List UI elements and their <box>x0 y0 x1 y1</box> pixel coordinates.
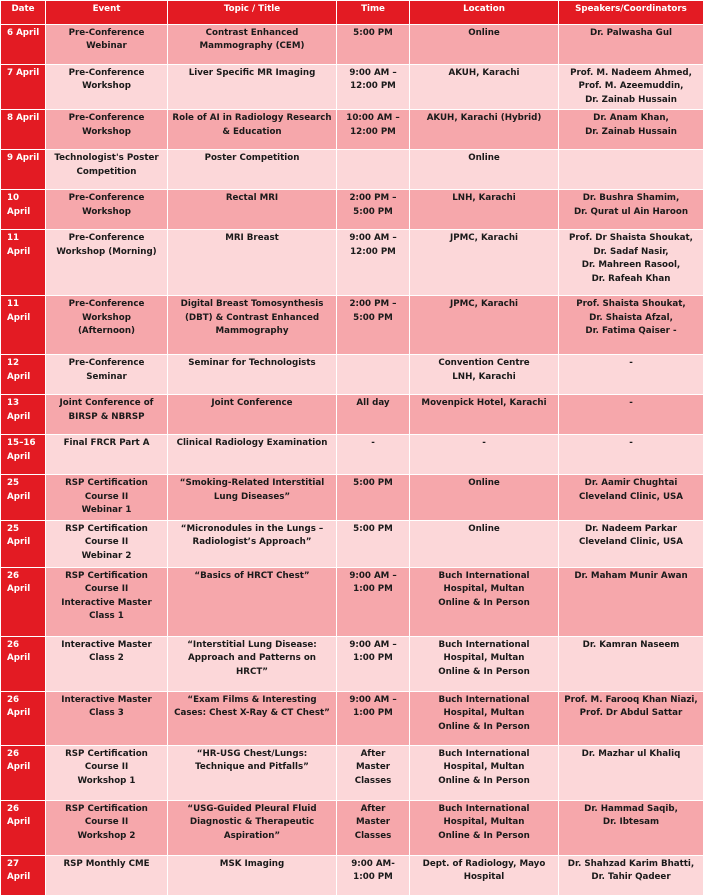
date-cell: 13 April <box>1 395 46 435</box>
event-cell: RSP Monthly CME <box>46 855 168 895</box>
table-row <box>1 567 703 636</box>
topic-cell: “USG-Guided Pleural Fluid Diagnostic & Therapeutic Aspiration” <box>168 800 337 855</box>
speakers-cell: Dr. Bushra Shamim, Dr. Qurat ul Ain Haroon <box>559 190 703 230</box>
topic-cell: Joint Conference <box>168 395 337 435</box>
location-cell: LNH, Karachi <box>410 190 559 230</box>
event-cell: Pre-Conference Webinar <box>46 25 168 65</box>
table-row <box>1 745 703 800</box>
topic-cell: Contrast Enhanced Mammography (CEM) <box>168 25 337 65</box>
location-cell: Online <box>410 475 559 520</box>
time-cell: 10:00 AM – 12:00 PM <box>337 110 410 150</box>
time-cell: 9:00 AM – 1:00 PM <box>337 691 410 745</box>
topic-cell: Clinical Radiology Examination <box>168 435 337 475</box>
header-date: Date <box>1 1 46 25</box>
header-speakers: Speakers/Coordinators <box>559 1 703 25</box>
topic-cell: “Micronodules in the Lungs – Radiologist’s Approach” <box>168 520 337 567</box>
time-cell: 9:00 AM – 12:00 PM <box>337 65 410 110</box>
location-cell: Online <box>410 150 559 190</box>
table-row <box>1 190 703 230</box>
table-row <box>1 520 703 567</box>
date-cell: 26 April <box>1 745 46 800</box>
event-cell: RSP Certification Course II Workshop 1 <box>46 745 168 800</box>
topic-cell: Liver Specific MR Imaging <box>168 65 337 110</box>
speakers-cell: Prof. Shaista Shoukat, Dr. Shaista Afzal, Dr. Fatima Qaiser - <box>559 296 703 355</box>
time-cell <box>337 150 410 190</box>
location-cell: Convention Centre LNH, Karachi <box>410 355 559 395</box>
speakers-cell: Prof. Dr Shaista Shoukat, Dr. Sadaf Nasir, Dr. Mahreen Rasool, Dr. Rafeah Khan <box>559 230 703 296</box>
event-cell: Technologist's Poster Competition <box>46 150 168 190</box>
speakers-cell: Dr. Nadeem Parkar Cleveland Clinic, USA <box>559 520 703 567</box>
event-cell: Pre-Conference Workshop <box>46 190 168 230</box>
time-cell: 5:00 PM <box>337 520 410 567</box>
event-cell: Joint Conference of BIRSP & NBRSP <box>46 395 168 435</box>
date-cell: 11 April <box>1 296 46 355</box>
date-cell: 25 April <box>1 520 46 567</box>
header-location: Location <box>410 1 559 25</box>
table-row <box>1 355 703 395</box>
speakers-cell: Dr. Shahzad Karim Bhatti, Dr. Tahir Qadeer <box>559 855 703 895</box>
speakers-cell <box>559 150 703 190</box>
time-cell: 2:00 PM – 5:00 PM <box>337 296 410 355</box>
location-cell: Online <box>410 520 559 567</box>
speakers-cell: - <box>559 395 703 435</box>
date-cell: 8 April <box>1 110 46 150</box>
topic-cell: “Basics of HRCT Chest” <box>168 567 337 636</box>
table-row <box>1 475 703 520</box>
table-row <box>1 230 703 296</box>
speakers-cell: Prof. M. Farooq Khan Niazi, Prof. Dr Abdul Sattar <box>559 691 703 745</box>
header-event: Event <box>46 1 168 25</box>
event-cell: RSP Certification Course II Webinar 1 <box>46 475 168 520</box>
table-row <box>1 855 703 895</box>
topic-cell: MSK Imaging <box>168 855 337 895</box>
schedule-body <box>1 25 703 896</box>
event-cell: Interactive Master Class 2 <box>46 636 168 691</box>
time-cell: 9:00 AM- 1:00 PM <box>337 855 410 895</box>
speakers-cell: Dr. Hammad Saqib, Dr. Ibtesam <box>559 800 703 855</box>
table-row <box>1 65 703 110</box>
date-cell: 9 April <box>1 150 46 190</box>
location-cell: Buch International Hospital, Multan Online & In Person <box>410 567 559 636</box>
date-cell: 26 April <box>1 800 46 855</box>
speakers-cell: Prof. M. Nadeem Ahmed, Prof. M. Azeemuddin, Dr. Zainab Hussain <box>559 65 703 110</box>
date-cell: 27 April <box>1 855 46 895</box>
location-cell: Buch International Hospital, Multan Online & In Person <box>410 636 559 691</box>
date-cell: 12 April <box>1 355 46 395</box>
table-row <box>1 395 703 435</box>
header-topic: Topic / Title <box>168 1 337 25</box>
topic-cell: Role of AI in Radiology Research & Education <box>168 110 337 150</box>
table-row <box>1 110 703 150</box>
speakers-cell: Dr. Mazhar ul Khaliq <box>559 745 703 800</box>
location-cell: Movenpick Hotel, Karachi <box>410 395 559 435</box>
speakers-cell: Dr. Palwasha Gul <box>559 25 703 65</box>
table-row <box>1 636 703 691</box>
speakers-cell: Dr. Anam Khan, Dr. Zainab Hussain <box>559 110 703 150</box>
location-cell: - <box>410 435 559 475</box>
date-cell: 11 April <box>1 230 46 296</box>
topic-cell: Rectal MRI <box>168 190 337 230</box>
time-cell: All day <box>337 395 410 435</box>
date-cell: 7 April <box>1 65 46 110</box>
event-cell: RSP Certification Course II Interactive Master Class 1 <box>46 567 168 636</box>
topic-cell: Seminar for Technologists <box>168 355 337 395</box>
table-row <box>1 25 703 65</box>
table-row <box>1 800 703 855</box>
topic-cell: MRI Breast <box>168 230 337 296</box>
event-cell: Pre-Conference Workshop <box>46 110 168 150</box>
location-cell: JPMC, Karachi <box>410 230 559 296</box>
speakers-cell: Dr. Kamran Naseem <box>559 636 703 691</box>
time-cell: 5:00 PM <box>337 475 410 520</box>
topic-cell: Poster Competition <box>168 150 337 190</box>
event-cell: Interactive Master Class 3 <box>46 691 168 745</box>
topic-cell: “Smoking-Related Interstitial Lung Diseases” <box>168 475 337 520</box>
date-cell: 10 April <box>1 190 46 230</box>
time-cell <box>337 355 410 395</box>
location-cell: Buch International Hospital, Multan Online & In Person <box>410 800 559 855</box>
date-cell: 26 April <box>1 567 46 636</box>
topic-cell: Digital Breast Tomosynthesis (DBT) & Contrast Enhanced Mammography <box>168 296 337 355</box>
speakers-cell: Dr. Aamir Chughtai Cleveland Clinic, USA <box>559 475 703 520</box>
date-cell: 26 April <box>1 691 46 745</box>
table-row <box>1 691 703 745</box>
time-cell: After Master Classes <box>337 745 410 800</box>
location-cell: Dept. of Radiology, Mayo Hospital <box>410 855 559 895</box>
topic-cell: “Exam Films & Interesting Cases: Chest X-Ray & CT Chest” <box>168 691 337 745</box>
header-time: Time <box>337 1 410 25</box>
time-cell: 9:00 AM – 12:00 PM <box>337 230 410 296</box>
topic-cell: “Interstitial Lung Disease: Approach and Patterns on HRCT” <box>168 636 337 691</box>
date-cell: 15–16 April <box>1 435 46 475</box>
event-cell: Pre-Conference Workshop (Afternoon) <box>46 296 168 355</box>
event-cell: Pre-Conference Workshop (Morning) <box>46 230 168 296</box>
header-row <box>1 1 703 25</box>
date-cell: 6 April <box>1 25 46 65</box>
topic-cell: “HR-USG Chest/Lungs: Technique and Pitfalls” <box>168 745 337 800</box>
time-cell: 5:00 PM <box>337 25 410 65</box>
speakers-cell: - <box>559 355 703 395</box>
table-row <box>1 296 703 355</box>
event-cell: Pre-Conference Workshop <box>46 65 168 110</box>
location-cell: Buch International Hospital, Multan Online & In Person <box>410 745 559 800</box>
location-cell: AKUH, Karachi (Hybrid) <box>410 110 559 150</box>
date-cell: 26 April <box>1 636 46 691</box>
event-cell: Final FRCR Part A <box>46 435 168 475</box>
time-cell: 9:00 AM – 1:00 PM <box>337 636 410 691</box>
location-cell: Online <box>410 25 559 65</box>
location-cell: Buch International Hospital, Multan Online & In Person <box>410 691 559 745</box>
time-cell: After Master Classes <box>337 800 410 855</box>
location-cell: JPMC, Karachi <box>410 296 559 355</box>
time-cell: 9:00 AM – 1:00 PM <box>337 567 410 636</box>
time-cell: - <box>337 435 410 475</box>
date-cell: 25 April <box>1 475 46 520</box>
event-cell: RSP Certification Course II Webinar 2 <box>46 520 168 567</box>
event-cell: RSP Certification Course II Workshop 2 <box>46 800 168 855</box>
table-row <box>1 435 703 475</box>
speakers-cell: Dr. Maham Munir Awan <box>559 567 703 636</box>
event-cell: Pre-Conference Seminar <box>46 355 168 395</box>
time-cell: 2:00 PM – 5:00 PM <box>337 190 410 230</box>
table-row <box>1 150 703 190</box>
location-cell: AKUH, Karachi <box>410 65 559 110</box>
speakers-cell: - <box>559 435 703 475</box>
